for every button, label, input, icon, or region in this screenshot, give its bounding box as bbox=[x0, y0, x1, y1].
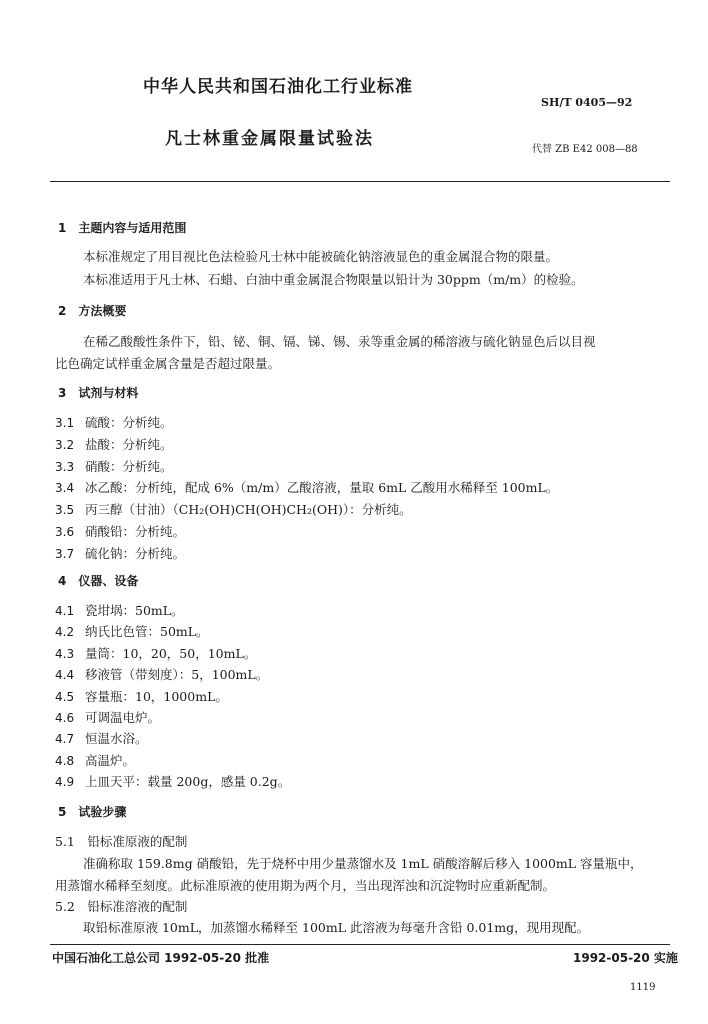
list-item bbox=[55, 601, 184, 619]
item-number: 3.2 bbox=[55, 437, 75, 452]
section-5-heading: 5 试验步骤 bbox=[58, 805, 127, 819]
item-number: 3.6 bbox=[55, 525, 75, 539]
list-item bbox=[55, 457, 173, 475]
item-text: 丙三醇（甘油）（CH₂(OH)CH(OH)CH₂(OH)）：分析纯。 bbox=[85, 502, 412, 518]
section-3-heading: 3 试剂与材料 bbox=[58, 386, 139, 400]
standard-code: SH/T 0405—92 bbox=[541, 96, 633, 109]
item-text: 硫化钠：分析纯。 bbox=[85, 545, 186, 561]
list-item bbox=[55, 772, 290, 790]
subsection-5-1-line-1: 准确称取 159.8mg 硝酸铅，先于烧杯中用少量蒸馏水及 1mL 硝酸溶解后移入 1000mL 容量瓶中， bbox=[83, 856, 643, 871]
approval-note: 中国石油化工总公司 1992-05-20 批准 bbox=[52, 951, 270, 965]
subsection-5-1-line-2: 用蒸馏水稀释至刻度。此标准原液的使用期为两个月，当出现浑浊和沉淀物时应重新配制。 bbox=[55, 878, 556, 893]
list-item bbox=[55, 544, 185, 562]
section-1-heading: 1 主题内容与适用范围 bbox=[58, 221, 187, 235]
item-number: 4.8 bbox=[55, 753, 75, 768]
header-divider bbox=[50, 181, 670, 182]
list-item bbox=[55, 687, 228, 705]
subsection-5-1-heading: 5.1 铅标准原液的配制 bbox=[55, 834, 188, 849]
list-item bbox=[55, 644, 256, 662]
list-item bbox=[55, 708, 160, 726]
section-1-paragraph-1: 本标准规定了用目视比色法检验凡士林中能被硫化钠溶液显色的重金属混合物的限量。 bbox=[83, 249, 559, 264]
item-text: 盐酸：分析纯。 bbox=[85, 436, 173, 452]
subsection-5-2-heading: 5.2 铅标准溶液的配制 bbox=[55, 899, 188, 914]
list-item bbox=[55, 478, 558, 496]
list-item bbox=[55, 729, 148, 747]
item-number: 3.7 bbox=[55, 546, 75, 561]
list-item bbox=[55, 435, 173, 453]
item-number: 4.4 bbox=[55, 668, 75, 683]
list-item bbox=[55, 500, 412, 518]
item-number: 4.7 bbox=[55, 732, 75, 747]
list-item bbox=[55, 751, 135, 769]
item-number: 4.1 bbox=[55, 604, 75, 618]
item-text: 恒温水浴。 bbox=[85, 731, 148, 747]
section-2-heading: 2 方法概要 bbox=[58, 304, 127, 318]
section-1-paragraph-2: 本标准适用于凡士林、石蜡、白油中重金属混合物限量以铅计为 30ppm（m/m）的检验。 bbox=[83, 272, 584, 287]
section-2-line-1: 在稀乙酸酸性条件下，铅、铋、铜、镉、锑、锡、汞等重金属的稀溶液与硫化钠显色后以目视 bbox=[83, 334, 596, 349]
replaces-note: 代替 ZB E42 008—88 bbox=[532, 144, 638, 155]
item-number: 4.3 bbox=[55, 646, 75, 661]
item-text: 冰乙酸：分析纯，配成 6%（m/m）乙酸溶液，量取 6mL 乙酸用水稀释至 100mL。 bbox=[85, 480, 559, 496]
section-4-heading: 4 仪器、设备 bbox=[58, 574, 139, 588]
list-item bbox=[55, 413, 173, 431]
item-number: 3.5 bbox=[55, 503, 75, 518]
item-number: 4.6 bbox=[55, 711, 75, 725]
list-item bbox=[55, 522, 185, 540]
list-item bbox=[55, 665, 268, 683]
document-title: 凡士林重金属限量试验法 bbox=[165, 129, 374, 149]
page-number: 1119 bbox=[630, 982, 656, 993]
item-text: 硝酸铅：分析纯。 bbox=[85, 524, 186, 539]
section-2-line-2: 比色确定试样重金属含量是否超过限量。 bbox=[55, 356, 281, 371]
item-number: 3.3 bbox=[55, 459, 75, 474]
item-number: 4.5 bbox=[55, 689, 75, 704]
item-text: 硝酸：分析纯。 bbox=[85, 458, 173, 474]
item-text: 上皿天平：载量 200g，感量 0.2g。 bbox=[85, 774, 291, 790]
item-text: 瓷坩埚：50mL。 bbox=[85, 603, 184, 618]
item-text: 容量瓶：10，1000mL。 bbox=[85, 688, 228, 704]
item-number: 4.2 bbox=[55, 625, 75, 640]
item-text: 纳氏比色管：50mL。 bbox=[85, 624, 209, 640]
item-text: 高温炉。 bbox=[85, 752, 136, 768]
item-number: 3.4 bbox=[55, 481, 75, 496]
list-item bbox=[55, 622, 209, 640]
effective-date: 1992-05-20 实施 bbox=[573, 951, 678, 965]
item-text: 量筒：10，20，50，10mL。 bbox=[85, 645, 257, 661]
footer-divider bbox=[50, 944, 670, 945]
item-text: 移液管（带刻度）：5，100mL。 bbox=[85, 667, 269, 683]
subsection-5-2-line-1: 取铅标准原液 10mL，加蒸馏水稀释至 100mL 此溶液为每毫升含铅 0.01mg，现用现配。 bbox=[83, 920, 590, 935]
issuing-standard-heading: 中华人民共和国石油化工行业标准 bbox=[143, 77, 413, 97]
item-number: 4.9 bbox=[55, 775, 75, 790]
item-text: 可调温电炉。 bbox=[85, 710, 161, 725]
item-text: 硫酸：分析纯。 bbox=[85, 415, 173, 430]
item-number: 3.1 bbox=[55, 416, 75, 430]
